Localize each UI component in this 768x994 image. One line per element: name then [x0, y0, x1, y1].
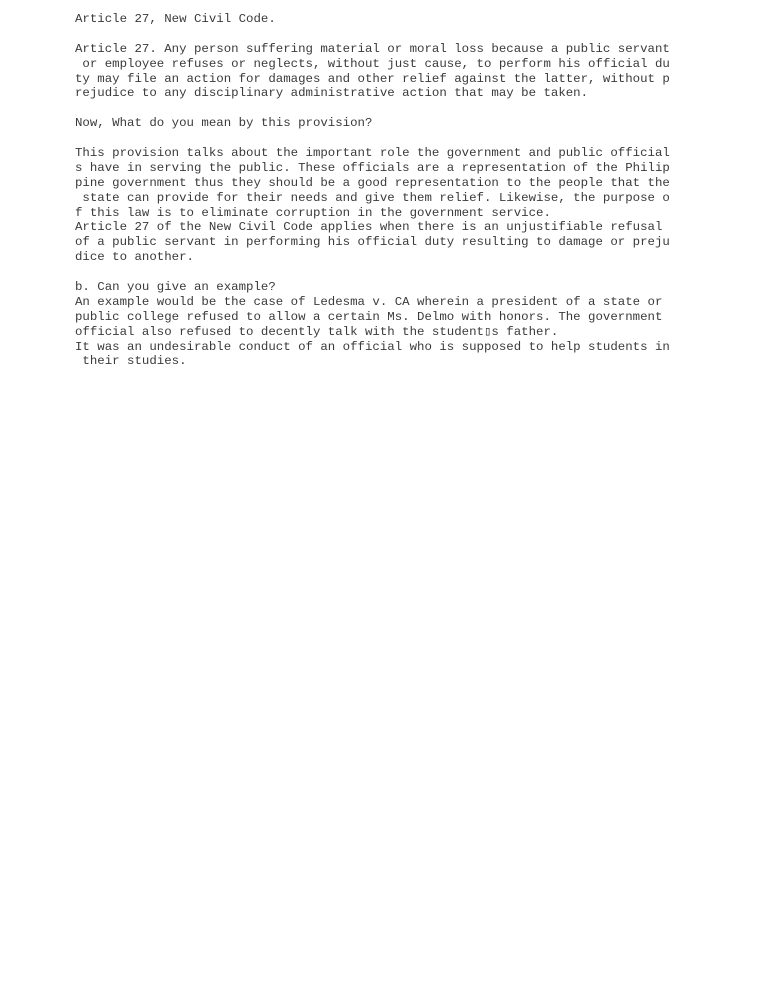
- example-line: It was an undesirable conduct of an official who is supposed to help students in: [75, 339, 670, 354]
- blank-line: [75, 101, 695, 116]
- blank-line: [75, 27, 695, 42]
- answer-line: pine government thus they should be a good representation to the people that the: [75, 175, 670, 190]
- answer-line: of a public servant in performing his official duty resulting to damage or preju: [75, 235, 670, 250]
- answer-line: f this law is to eliminate corruption in the government service.: [75, 205, 551, 220]
- answer-line: Article 27 of the New Civil Code applies when there is an unjustifiable refusal: [75, 220, 663, 235]
- question-line: b. Can you give an example?: [75, 280, 276, 295]
- example-line: An example would be the case of Ledesma v. CA wherein a president of a state or: [75, 294, 663, 309]
- example-line: official also refused to decently talk with the student▯s father.: [75, 324, 559, 339]
- blank-line: [75, 131, 695, 146]
- answer-line: dice to another.: [75, 250, 194, 265]
- article-text-line: Article 27. Any person suffering material or moral loss because a public servant: [75, 41, 670, 56]
- answer-line: state can provide for their needs and give them relief. Likewise, the purpose o: [75, 190, 670, 205]
- document-text: [75, 12, 695, 369]
- article-text-line: ty may file an action for damages and other relief against the latter, without p: [75, 71, 670, 86]
- answer-line: This provision talks about the important role the government and public official: [75, 146, 670, 161]
- article-text-line: or employee refuses or neglects, without just cause, to perform his official du: [75, 56, 670, 71]
- article-text-line: rejudice to any disciplinary administrative action that may be taken.: [75, 86, 589, 101]
- blank-line: [75, 265, 695, 280]
- example-line: their studies.: [75, 354, 187, 369]
- question-line: Now, What do you mean by this provision?: [75, 116, 373, 131]
- answer-line: s have in serving the public. These officials are a representation of the Philip: [75, 160, 670, 175]
- example-line: public college refused to allow a certain Ms. Delmo with honors. The government: [75, 309, 663, 324]
- doc-heading: Article 27, New Civil Code.: [75, 12, 276, 26]
